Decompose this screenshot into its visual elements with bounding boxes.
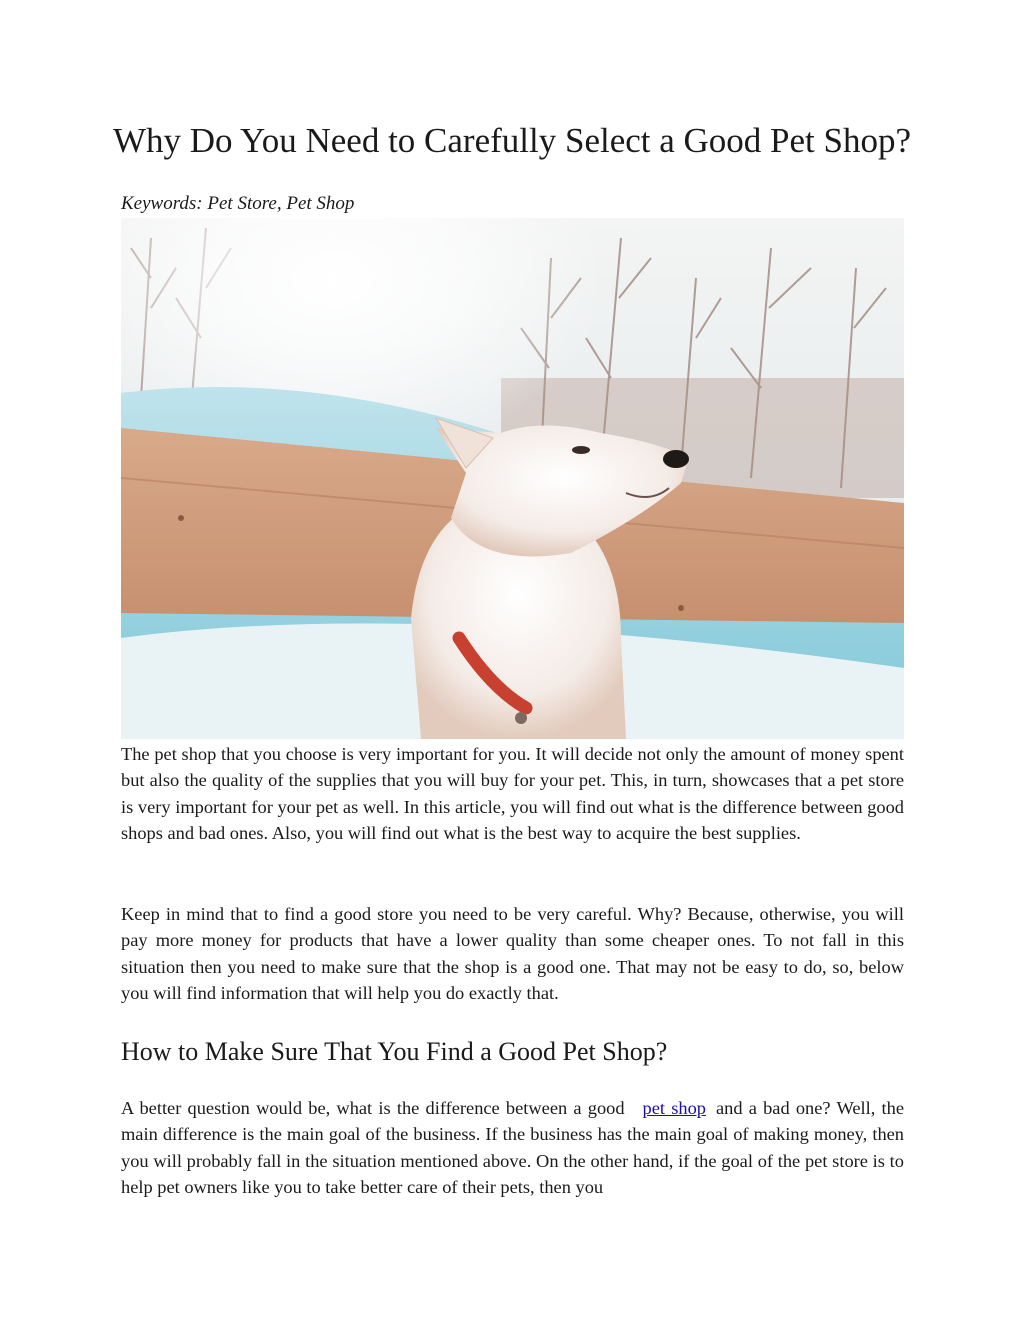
page-title: Why Do You Need to Carefully Select a Good Pet Shop? xyxy=(112,121,912,160)
section-heading: How to Make Sure That You Find a Good Pet Shop? xyxy=(121,1037,668,1066)
intro-paragraph: The pet shop that you choose is very important for you. It will decide not only the amount of money spent but also the quality of the supplies that you will buy for your pet. This, in turn, showcases that a pet store is very important for your pet as well. In this article, you will find out what is the difference between good shops and bad ones. Also, you will find out what is the best way to acquire the best supplies. xyxy=(121,744,904,844)
careful-paragraph: Keep in mind that to find a good store you need to be very careful. Why? Because, otherwise, you will pay more money for products that have a lower quality than some cheaper ones. To not fall in this situation then you need to make sure that the shop is a good one. That may not be easy to do, so, below you will find information that will help you do exactly that. xyxy=(121,904,904,1004)
difference-text-after-link: and a bad one? Well, the main difference is the main goal of the business. If the business has the main goal of making money, then you will probably fall in the situation mentioned above. On the other hand, if the goal of the pet store is to help pet owners like you to take better care of their pets, then you xyxy=(121,1098,904,1198)
pet-shop-link[interactable]: pet shop xyxy=(642,1098,706,1118)
hero-photo-dog-by-fence xyxy=(121,218,904,739)
difference-paragraph xyxy=(121,1095,904,1201)
keywords-line: Keywords: Pet Store, Pet Shop xyxy=(121,193,355,214)
difference-text-before-link: A better question would be, what is the difference between a good xyxy=(121,1098,625,1118)
